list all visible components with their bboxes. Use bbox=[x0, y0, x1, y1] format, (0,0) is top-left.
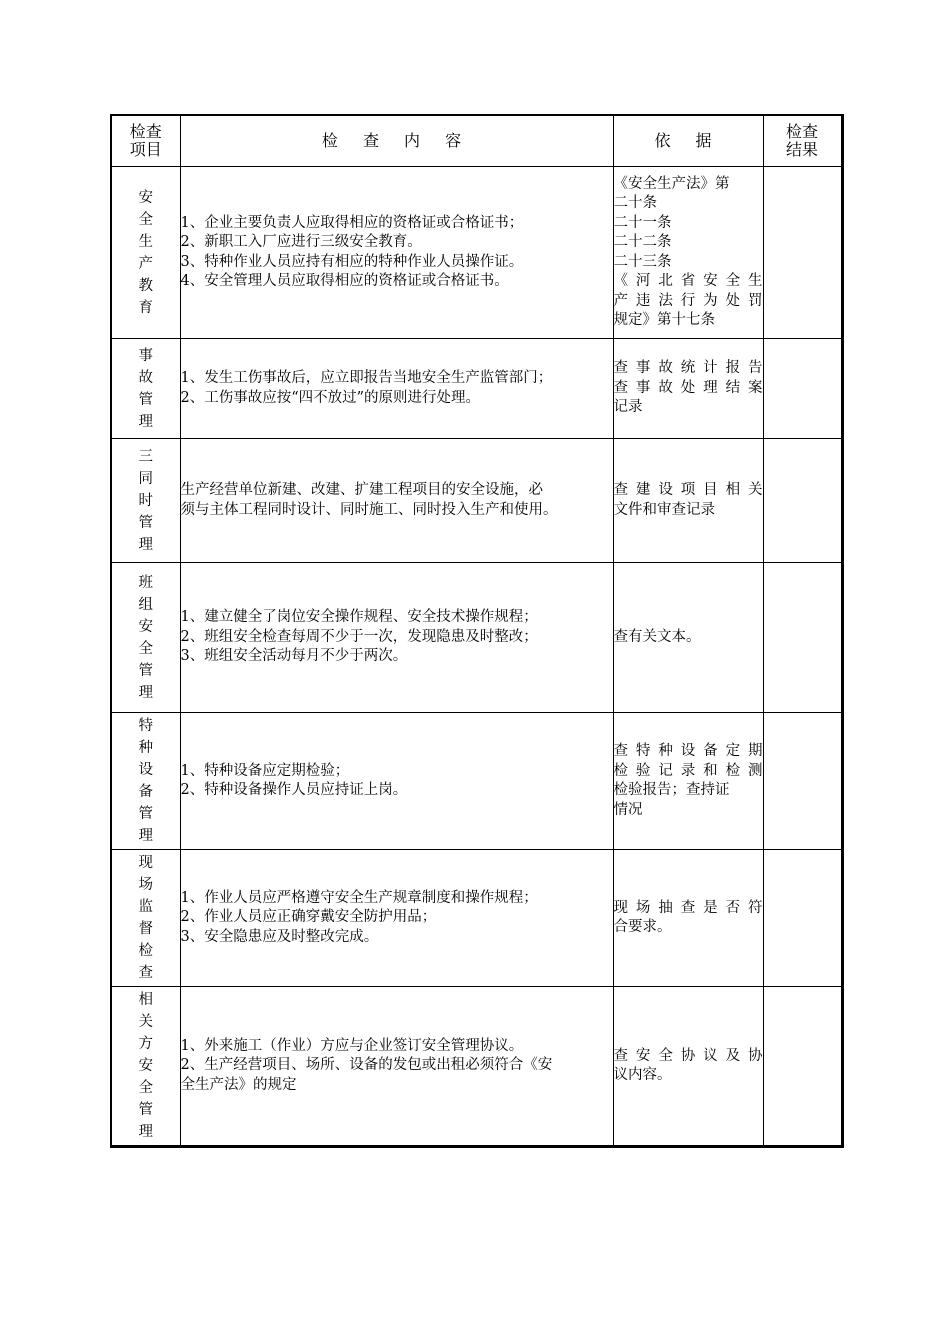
content-line: 3、特种作业人员应持有相应的特种作业人员操作证。 bbox=[180, 253, 524, 270]
row-content bbox=[180, 563, 613, 713]
basis-line: 情况 bbox=[613, 801, 643, 818]
basis-line: 记录 bbox=[613, 399, 643, 416]
row-content bbox=[180, 987, 613, 1147]
content-line: 4、安全管理人员应取得相应的资格证或合格证书。 bbox=[180, 273, 509, 289]
header-basis: 依 据 bbox=[613, 115, 763, 167]
row-item-label: 特种设备管理 bbox=[111, 713, 180, 850]
content-line: 3、安全隐患应及时整改完成。 bbox=[180, 928, 379, 945]
table-row bbox=[111, 439, 842, 563]
content-line: 2、班组安全检查每周不少于一次，发现隐患及时整改； bbox=[180, 628, 538, 645]
row-basis bbox=[613, 987, 763, 1147]
content-line: 2、新职工入厂应进行三级安全教育。 bbox=[180, 234, 422, 250]
basis-line: 现场抽查是否符 bbox=[613, 899, 763, 916]
row-basis bbox=[613, 850, 763, 987]
inspection-table bbox=[110, 114, 844, 1148]
header-content: 检 查 内 容 bbox=[180, 115, 613, 167]
content-line: 1、建立健全了岗位安全操作规程、安全技术操作规程； bbox=[180, 609, 538, 626]
row-result-cell[interactable] bbox=[763, 563, 842, 713]
content-line: 1、外来施工（作业）方应与企业签订安全管理协议。 bbox=[180, 1037, 524, 1054]
table-row bbox=[111, 167, 842, 339]
basis-line: 检验报告；查持证 bbox=[613, 782, 730, 798]
row-result-cell[interactable] bbox=[763, 439, 842, 563]
row-result-cell[interactable] bbox=[763, 850, 842, 987]
table-row bbox=[111, 713, 842, 850]
row-content bbox=[180, 850, 613, 987]
basis-line: 查事故统计报告 bbox=[613, 360, 763, 377]
row-result-cell[interactable] bbox=[763, 987, 842, 1147]
basis-line: 二十三条 bbox=[613, 253, 672, 270]
content-line: 2、特种设备操作人员应持证上岗。 bbox=[180, 782, 408, 798]
row-content bbox=[180, 439, 613, 563]
row-basis bbox=[613, 339, 763, 439]
content-line: 1、发生工伤事故后，应立即报告当地安全生产监管部门； bbox=[180, 370, 553, 386]
basis-line: 二十条 bbox=[613, 195, 657, 211]
content-line: 2、工伤事故应按“四不放过”的原则进行处理。 bbox=[180, 389, 481, 406]
basis-line: 文件和审查记录 bbox=[613, 501, 715, 518]
row-item-label: 相关方安全管理 bbox=[111, 987, 180, 1147]
content-line: 生产经营单位新建、改建、扩建工程项目的安全设施，必 bbox=[180, 482, 543, 498]
header-item: 检查项目 bbox=[111, 115, 180, 167]
basis-line: 议内容。 bbox=[613, 1067, 672, 1083]
basis-line: 二十一条 bbox=[613, 214, 672, 231]
content-line: 1、作业人员应严格遵守安全生产规章制度和操作规程； bbox=[180, 889, 538, 906]
basis-line: 产违法行为处罚 bbox=[613, 292, 763, 309]
row-item-label: 三同时管理 bbox=[111, 439, 180, 563]
basis-line: 《河北省安全生 bbox=[613, 273, 763, 289]
basis-line: 合要求。 bbox=[613, 919, 672, 935]
row-basis bbox=[613, 167, 763, 339]
content-line: 2、生产经营项目、场所、设备的发包或出租必须符合《安 bbox=[180, 1057, 553, 1074]
content-line: 全生产法》的规定 bbox=[180, 1076, 297, 1093]
basis-line: 二十二条 bbox=[613, 234, 672, 250]
content-line: 1、企业主要负责人应取得相应的资格证或合格证书； bbox=[180, 214, 524, 231]
content-line: 2、作业人员应正确穿戴安全防护用品； bbox=[180, 909, 437, 926]
row-item-label: 现场监督检查 bbox=[111, 850, 180, 987]
row-result-cell[interactable] bbox=[763, 713, 842, 850]
basis-line: 查安全协议及协 bbox=[613, 1047, 763, 1064]
basis-line: 查特种设备定期 bbox=[613, 743, 763, 759]
basis-line: 查建设项目相关 bbox=[613, 482, 763, 498]
row-result-cell[interactable] bbox=[763, 167, 842, 339]
table-row bbox=[111, 850, 842, 987]
table-row bbox=[111, 987, 842, 1147]
row-item-label: 事故管理 bbox=[111, 339, 180, 439]
header-result: 检查结果 bbox=[763, 115, 842, 167]
basis-line: 查有关文本。 bbox=[613, 628, 701, 645]
row-item-label: 班组安全管理 bbox=[111, 563, 180, 713]
row-content bbox=[180, 339, 613, 439]
table-header-row bbox=[111, 115, 842, 167]
row-basis bbox=[613, 563, 763, 713]
row-basis bbox=[613, 439, 763, 563]
row-content bbox=[180, 713, 613, 850]
row-content bbox=[180, 167, 613, 339]
row-basis bbox=[613, 713, 763, 850]
content-line: 3、班组安全活动每月不少于两次。 bbox=[180, 648, 408, 665]
content-line: 1、特种设备应定期检验； bbox=[180, 762, 350, 779]
table-row bbox=[111, 339, 842, 439]
table-row bbox=[111, 563, 842, 713]
basis-line: 检验记录和检测 bbox=[613, 762, 763, 779]
basis-line: 《安全生产法》第 bbox=[613, 175, 730, 192]
basis-line: 规定》第十七条 bbox=[613, 312, 715, 328]
row-item-label: 安全生产教育 bbox=[111, 167, 180, 339]
basis-line: 查事故处理结案 bbox=[613, 379, 763, 396]
row-result-cell[interactable] bbox=[763, 339, 842, 439]
content-line: 须与主体工程同时设计、同时施工、同时投入生产和使用。 bbox=[180, 501, 558, 518]
